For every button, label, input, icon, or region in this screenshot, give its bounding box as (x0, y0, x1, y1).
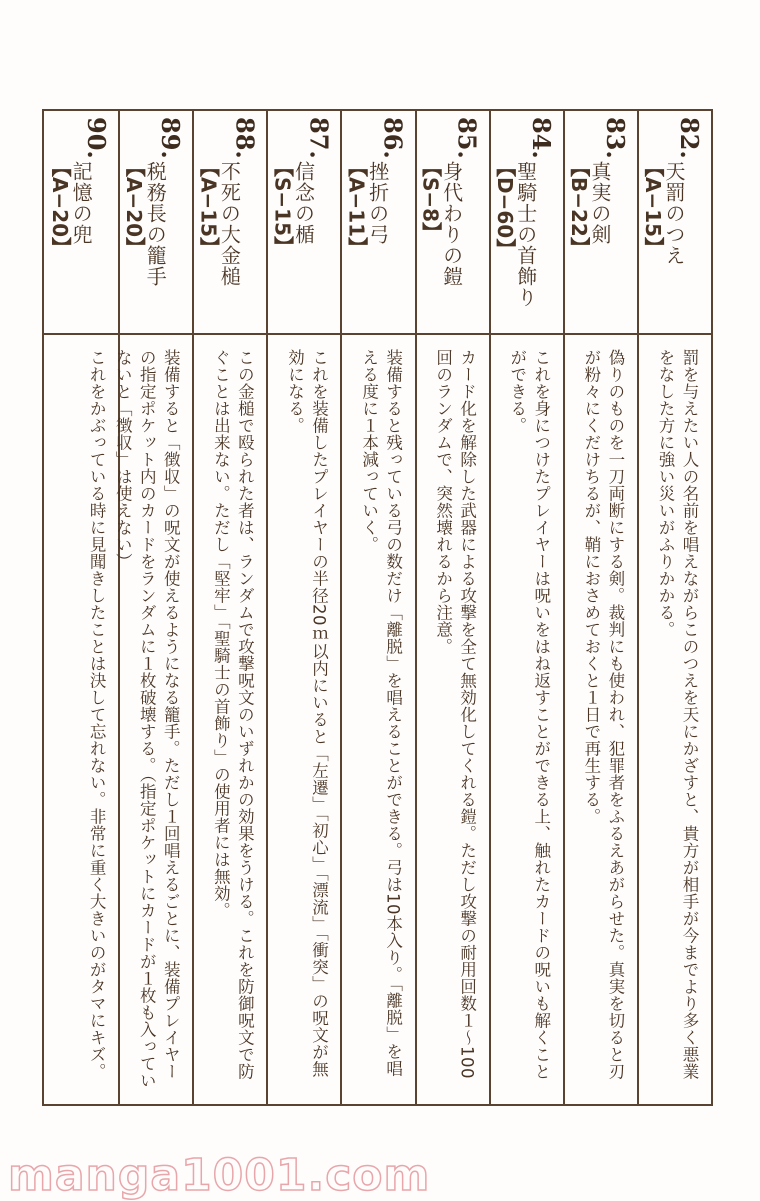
entry-rank: 【A−15】 (196, 157, 221, 258)
entry-description: カード化を解除した武器による攻撃を全て無効化してくれる鎧。ただし攻撃の耐用回数１〜100回のランダムで、突然壊れるから注意。 (433, 349, 477, 1079)
entry-number: 88. (230, 117, 260, 159)
entry-name: 信念の楯 (291, 161, 316, 245)
entry-83 (563, 111, 637, 1104)
entry-rank: 【S−8】 (418, 157, 443, 243)
entry-number: 83. (600, 117, 630, 159)
entry-rank: 【A−20】 (122, 157, 147, 258)
entry-header (342, 111, 414, 335)
watermark: manga1001.com (8, 1150, 431, 1201)
entry-rank: 【A−20】 (48, 157, 73, 258)
entry-name: 身代わりの鎧 (439, 161, 464, 287)
entry-description: これを装備したプレイヤーの半径20ｍ以内にいると「左遷」「初心」「漂流」「衝突」の呪文が無効になる。 (285, 349, 329, 1078)
entry-89 (113, 111, 192, 1104)
entry-description: この金槌で殴られた者は、ランダムで攻撃呪文のいずれかの効果をうける。これを防御呪文で防ぐことは出来ない。ただし「堅牢」「聖騎士の首飾り」の使用者には無効。 (211, 349, 255, 1080)
entry-rank: 【D−60】 (492, 157, 517, 259)
entry-number: 90. (82, 117, 112, 159)
entry-85 (415, 111, 489, 1104)
entry-name: 聖騎士の首飾り (513, 161, 538, 308)
item-table (42, 109, 713, 1106)
entry-header (194, 111, 266, 335)
entry-number: 82. (675, 117, 704, 159)
entry-description: 装備すると残っている弓の数だけ「離脱」を唱えることができる。弓は10本入り。「離脱」を唱える度に１本減っていく。 (359, 349, 403, 1077)
entry-name: 真実の剣 (587, 161, 612, 245)
entry-description: これをかぶっている時に見聞きしたことは決して忘れない。非常に重く大きいのがタマにキズ。 (87, 349, 107, 1080)
entry-header (268, 111, 340, 335)
entry-rank: 【A−15】 (641, 157, 665, 258)
entry-84 (489, 111, 563, 1104)
entry-header (417, 111, 489, 335)
entry-description: これを身につけたプレイヤーは呪いをはね返すことができる上、触れたカードの呪いも解くことができる。 (507, 349, 551, 1080)
entry-number: 89. (156, 117, 186, 159)
entry-number: 85. (452, 117, 482, 159)
entry-header (44, 111, 118, 335)
entry-header (120, 111, 192, 335)
entry-rank: 【S−15】 (270, 157, 295, 256)
entry-rank: 【B−22】 (566, 157, 591, 257)
entry-name: 不死の大金槌 (217, 161, 242, 287)
entry-number: 84. (526, 117, 556, 159)
entry-90 (44, 111, 118, 1104)
entry-description: 装備すると「徴収」の呪文が使えるようになる籠手。ただし１回唱えるごとに、装備プレイヤーの指定ポケット内のカードをランダムに１枚破壊する。（指定ポケットにカードが１枚も入っていないと「徴収」は使えない） (113, 349, 181, 1089)
entry-87 (266, 111, 340, 1104)
entry-number: 87. (304, 117, 334, 159)
entry-name: 挫折の弓 (365, 161, 390, 245)
entry-name: 税務長の籠手 (143, 161, 168, 287)
entry-header (639, 111, 711, 335)
entry-header (565, 111, 637, 335)
entry-82 (637, 111, 711, 1104)
entry-name: 天罰のつえ (662, 161, 686, 266)
entry-86 (340, 111, 414, 1104)
entry-88 (192, 111, 266, 1104)
entry-number: 86. (378, 117, 408, 159)
entry-description: 罰を与えたい人の名前を唱えながらこのつえを天にかざすと、貴方が相手が今までより多く悪業をなした方に強い災いがふりかかる。 (656, 349, 699, 1080)
entry-description: 偽りのものを一刀両断にする剣。裁判にも使われ、犯罪者をふるえあがらせた。真実を切ると刃が粉々にくだけちるが、鞘におさめておくと１日で再生する。 (581, 349, 625, 1080)
entry-rank: 【A−11】 (344, 157, 369, 258)
entry-header (491, 111, 563, 335)
entry-name: 記憶の兜 (69, 161, 94, 245)
